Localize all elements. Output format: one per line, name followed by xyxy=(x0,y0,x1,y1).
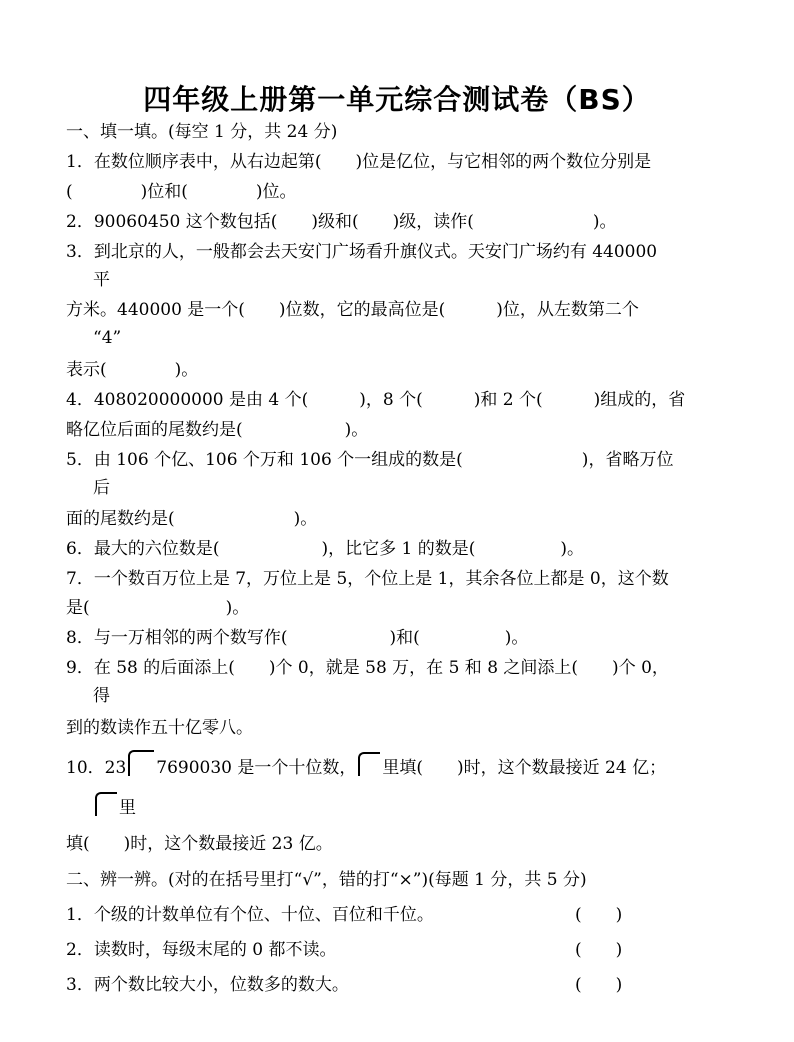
question-10-middle: 7690030 是一个十位数， xyxy=(156,758,357,778)
question-3-line-2-wrap: “4” xyxy=(93,328,122,348)
question-3-line-2: 方米。440000 是一个( )位数，它的最高位是( )位，从左数第二个 xyxy=(66,300,639,320)
question-10-line-2 xyxy=(93,792,136,818)
question-3-line-3: 表示( )。 xyxy=(66,360,199,380)
question-9-line-2: 到的数读作五十亿零八。 xyxy=(66,718,253,738)
answer-bracket: ( ) xyxy=(575,905,623,925)
blank-box xyxy=(358,752,380,776)
page-title: 四年级上册第一单元综合测试卷（BS） xyxy=(143,83,651,116)
question-9-line-1-wrap: 得 xyxy=(93,686,110,706)
section-2-heading: 二、辨一辨。(对的在括号里打“√”，错的打“×”)(每题 1 分，共 5 分) xyxy=(66,870,587,890)
question-4-line-1: 4．408020000000 是由 4 个( )，8 个( )和 2 个( )组成的，省 xyxy=(66,390,686,410)
question-10-suffix: 里填( )时，这个数最接近 24 亿； xyxy=(382,758,667,778)
question-5-line-2: 面的尾数约是( )。 xyxy=(66,509,318,529)
question-10-line-1 xyxy=(66,750,666,778)
section-1-heading: 一、填一填。(每空 1 分，共 24 分) xyxy=(66,122,338,142)
question-1-line-1: 1．在数位顺序表中，从右边起第( )位是亿位，与它相邻的两个数位分别是 xyxy=(66,152,652,172)
answer-bracket: ( ) xyxy=(575,975,623,995)
answer-bracket: ( ) xyxy=(575,940,623,960)
question-4-line-2: 略亿位后面的尾数约是( )。 xyxy=(66,420,369,440)
question-5-line-1: 5．由 106 个亿、106 个万和 106 个一组成的数是( )，省略万位 xyxy=(66,450,674,470)
judge-item-3: 3．两个数比较大小，位数多的数大。 xyxy=(66,975,349,995)
question-2-line-1: 2．90060450 这个数包括( )级和( )级，读作( )。 xyxy=(66,212,617,232)
question-5-line-1-wrap: 后 xyxy=(93,478,110,498)
question-6-line-1: 6．最大的六位数是( )，比它多 1 的数是( )。 xyxy=(66,539,584,559)
question-3-line-1-wrap: 平 xyxy=(93,270,110,290)
blank-box xyxy=(95,792,117,816)
question-7-line-1: 7．一个数百万位上是 7，万位上是 5，个位上是 1，其余各位上都是 0，这个数 xyxy=(66,569,669,589)
judge-item-1: 1．个级的计数单位有个位、十位、百位和千位。 xyxy=(66,905,434,925)
question-7-line-2: 是( )。 xyxy=(66,598,250,618)
judge-item-2: 2．读数时，每级末尾的 0 都不读。 xyxy=(66,940,337,960)
question-1-line-2: ( )位和( )位。 xyxy=(66,182,297,202)
question-10-line-3: 填( )时，这个数最接近 23 亿。 xyxy=(66,834,333,854)
question-3-line-1: 3．到北京的人，一般都会去天安门广场看升旗仪式。天安门广场约有 440000 xyxy=(66,242,658,262)
blank-box xyxy=(128,750,154,776)
question-10-prefix: 10．23 xyxy=(66,758,127,778)
question-9-line-1: 9．在 58 的后面添上( )个 0，就是 58 万，在 5 和 8 之间添上( )个 0， xyxy=(66,658,669,678)
question-8-line-1: 8．与一万相邻的两个数写作( )和( )。 xyxy=(66,628,529,648)
question-10-line-2-text: 里 xyxy=(119,798,136,818)
